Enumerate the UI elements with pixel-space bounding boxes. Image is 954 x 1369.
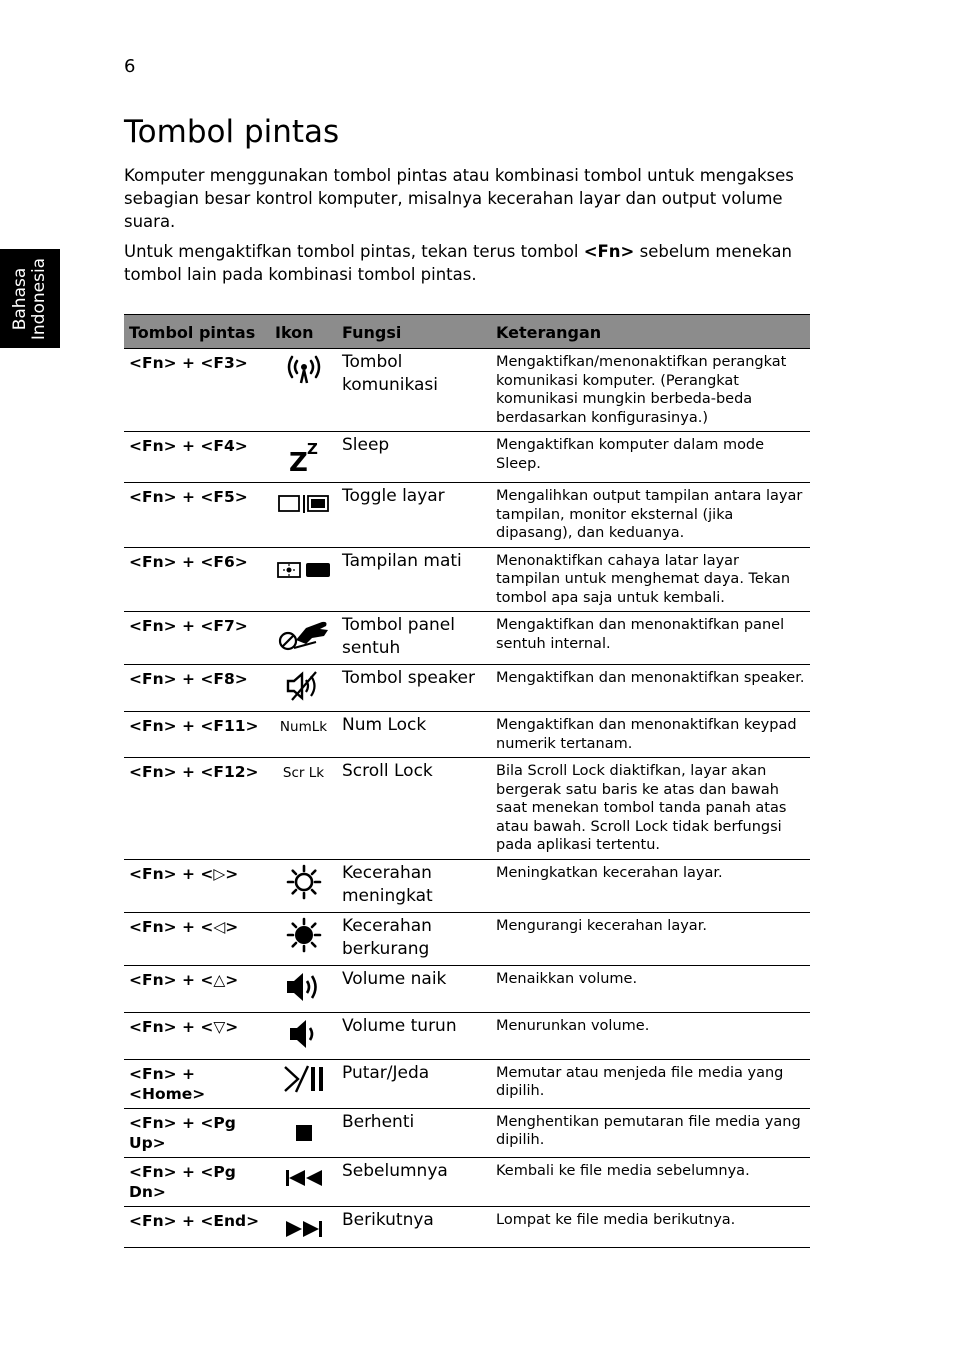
intro-paragraph: Komputer menggunakan tombol pintas atau kombinasi tombol untuk mengakses sebagian besar kontrol komputer, misalnya kecerahan layar dan output volume suara. — [124, 166, 794, 231]
hotkey-cell: <Fn> + <Pg Up> — [124, 1108, 270, 1157]
description-cell: Kembali ke file media sebelumnya. — [491, 1157, 810, 1206]
touchpad-toggle-icon — [276, 616, 332, 656]
description-cell: Mengaktifkan/menonaktifkan perangkat komunikasi komputer. (Perangkat komunikasi mungkin berbeda-beda berdasarkan konfigurasinya.) — [491, 349, 810, 432]
icon-cell — [270, 965, 337, 1012]
page-number: 6 — [124, 56, 136, 77]
hotkey-cell: <Fn> + <F4> — [124, 432, 270, 483]
icon-cell — [270, 712, 337, 758]
description-cell: Bila Scroll Lock diaktifkan, layar akan bergerak satu baris ke atas dan bawah saat menekan tombol tanda panah atas atau bawah. Scroll Lock tidak berfungsi pada aplikasi tertentu. — [491, 758, 810, 860]
function-cell: Berhenti — [337, 1108, 491, 1157]
table-row — [124, 483, 810, 548]
icon-cell — [270, 1108, 337, 1157]
hotkey-cell: <Fn> + <F5> — [124, 483, 270, 548]
hotkey-cell: <Fn> + <F7> — [124, 612, 270, 665]
table-row — [124, 965, 810, 1012]
description-cell: Menurunkan volume. — [491, 1012, 810, 1059]
table-row — [124, 712, 810, 758]
header-description: Keterangan — [491, 315, 810, 349]
function-cell: Kecerahan meningkat — [337, 859, 491, 912]
previous-track-icon — [284, 1168, 324, 1192]
icon-cell — [270, 612, 337, 665]
description-cell: Menghentikan pemutaran file media yang dipilih. — [491, 1108, 810, 1157]
volume-up-icon — [284, 970, 324, 1008]
table-row — [124, 547, 810, 612]
description-cell: Mengaktifkan dan menonaktifkan speaker. — [491, 665, 810, 712]
icon-cell — [270, 912, 337, 965]
language-side-tab-label: Bahasa Indonesia — [10, 257, 49, 341]
hotkey-cell: <Fn> + <F12> — [124, 758, 270, 860]
svg-text:Z: Z — [306, 440, 318, 458]
icon-cell — [270, 859, 337, 912]
function-cell: Scroll Lock — [337, 758, 491, 860]
function-cell: Tampilan mati — [337, 547, 491, 612]
svg-text:Z: Z — [288, 448, 308, 474]
hotkey-cell: <Fn> + <▽> — [124, 1012, 270, 1059]
next-track-icon — [284, 1219, 324, 1243]
hotkey-table — [124, 314, 810, 1248]
language-side-tab — [0, 249, 60, 348]
activation-text-after: sebelum menekan tombol lain pada kombinasi tombol pintas. — [124, 242, 793, 284]
sleep-icon — [287, 438, 321, 478]
function-cell: Volume turun — [337, 1012, 491, 1059]
table-row — [124, 1206, 810, 1247]
function-cell: Volume naik — [337, 965, 491, 1012]
hotkey-cell: <Fn> + <End> — [124, 1206, 270, 1247]
description-cell: Mengaktifkan komputer dalam mode Sleep. — [491, 432, 810, 483]
description-cell: Meningkatkan kecerahan layar. — [491, 859, 810, 912]
function-cell: Kecerahan berkurang — [337, 912, 491, 965]
activation-text-before: Untuk mengaktifkan tombol pintas, tekan terus tombol — [124, 242, 584, 261]
hotkey-cell: <Fn> + <◁> — [124, 912, 270, 965]
hotkey-cell: <Fn> + <F8> — [124, 665, 270, 712]
display-toggle-icon — [277, 493, 331, 519]
icon-cell — [270, 1157, 337, 1206]
icon-cell — [270, 1059, 337, 1108]
icon-cell — [270, 1206, 337, 1247]
function-cell: Tombol speaker — [337, 665, 491, 712]
brightness-down-icon — [286, 917, 322, 957]
description-cell: Mengaktifkan dan menonaktifkan panel sentuh internal. — [491, 612, 810, 665]
table-header-row — [124, 315, 810, 349]
header-icon: Ikon — [270, 315, 337, 349]
function-cell: Sebelumnya — [337, 1157, 491, 1206]
icon-cell — [270, 349, 337, 432]
description-cell: Menaikkan volume. — [491, 965, 810, 1012]
volume-down-icon — [287, 1017, 321, 1055]
description-cell: Mengaktifkan dan menonaktifkan keypad numerik tertanam. — [491, 712, 810, 758]
table-row — [124, 1108, 810, 1157]
table-row — [124, 859, 810, 912]
icon-cell — [270, 1012, 337, 1059]
table-row — [124, 1012, 810, 1059]
table-row — [124, 758, 810, 860]
icon-cell — [270, 432, 337, 483]
header-hotkey: Tombol pintas — [124, 315, 270, 349]
icon-cell — [270, 758, 337, 860]
communication-icon — [284, 353, 324, 389]
activation-paragraph — [124, 240, 814, 286]
function-cell: Tombol komunikasi — [337, 349, 491, 432]
page-title: Tombol pintas — [124, 114, 340, 150]
icon-cell — [270, 547, 337, 612]
function-cell: Num Lock — [337, 712, 491, 758]
description-cell: Menonaktifkan cahaya latar layar tampilan untuk menghemat daya. Tekan tombol apa saja untuk kembali. — [491, 547, 810, 612]
icon-cell — [270, 665, 337, 712]
hotkey-cell: <Fn> + <F11> — [124, 712, 270, 758]
table-row — [124, 432, 810, 483]
function-cell: Tombol panel sentuh — [337, 612, 491, 665]
brightness-up-icon — [286, 864, 322, 904]
function-cell: Berikutnya — [337, 1206, 491, 1247]
numlock-icon: NumLk — [279, 719, 328, 735]
hotkey-cell: <Fn> + <Pg Dn> — [124, 1157, 270, 1206]
table-row — [124, 1157, 810, 1206]
table-row — [124, 612, 810, 665]
description-cell: Memutar atau menjeda file media yang dipilih. — [491, 1059, 810, 1108]
hotkey-cell: <Fn> + <▷> — [124, 859, 270, 912]
table-row — [124, 1059, 810, 1108]
function-cell: Putar/Jeda — [337, 1059, 491, 1108]
screen-off-icon — [276, 560, 332, 584]
icon-cell — [270, 483, 337, 548]
stop-icon — [294, 1123, 314, 1147]
hotkey-cell: <Fn> + <F3> — [124, 349, 270, 432]
description-cell: Lompat ke file media berikutnya. — [491, 1206, 810, 1247]
function-cell: Toggle layar — [337, 483, 491, 548]
header-function: Fungsi — [337, 315, 491, 349]
hotkey-cell: <Fn> + <Home> — [124, 1059, 270, 1108]
play-pause-icon — [282, 1064, 326, 1098]
hotkey-cell: <Fn> + <F6> — [124, 547, 270, 612]
scrolllock-icon: Scr Lk — [282, 765, 325, 781]
function-cell: Sleep — [337, 432, 491, 483]
description-cell: Mengurangi kecerahan layar. — [491, 912, 810, 965]
speaker-toggle-icon — [284, 669, 324, 707]
hotkey-cell: <Fn> + <△> — [124, 965, 270, 1012]
fn-key-label: <Fn> — [583, 242, 635, 261]
table-row — [124, 912, 810, 965]
table-row — [124, 665, 810, 712]
description-cell: Mengalihkan output tampilan antara layar tampilan, monitor eksternal (jika dipasang), dan keduanya. — [491, 483, 810, 548]
table-row — [124, 349, 810, 432]
